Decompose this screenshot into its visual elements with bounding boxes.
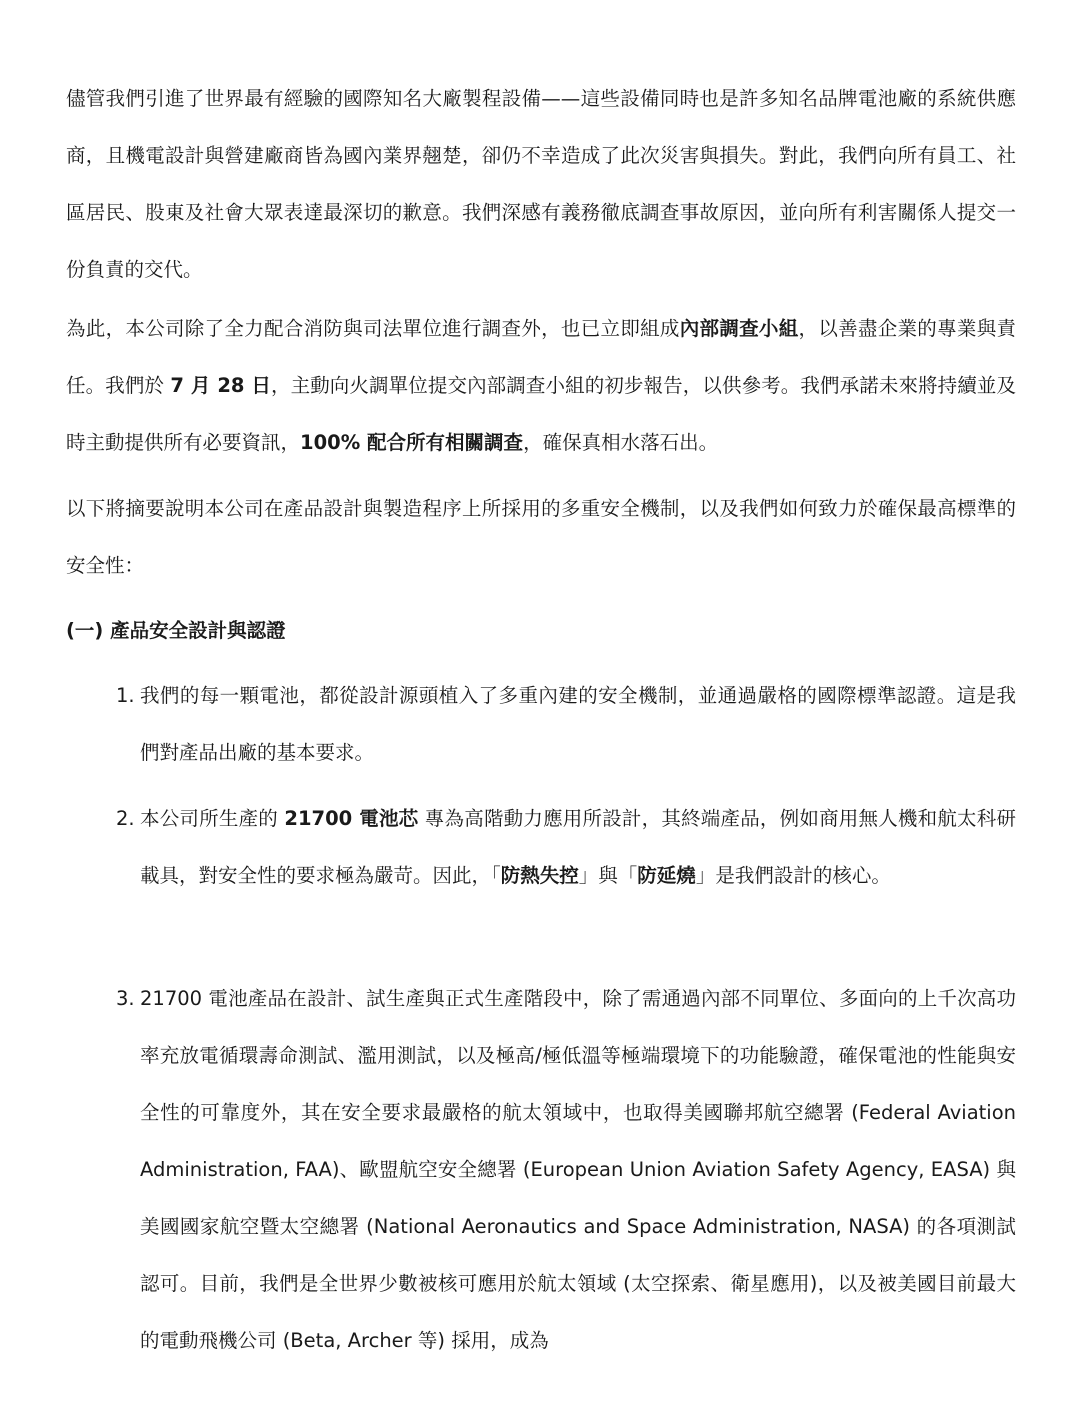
item2-text-g: 」是我們設計的核心。: [695, 864, 891, 887]
section-heading: (一) 產品安全設計與認證: [66, 619, 286, 642]
list-item-2: [116, 790, 1016, 904]
paragraph-apology-text: 儘管我們引進了世界最有經驗的國際知名大廠製程設備——這些設備同時也是許多知名品牌電池廠的系統供應商，且機電設計與營建廠商皆為國內業界翹楚，卻仍不幸造成了此次災害與損失。對此，我們向所有員工、社區居民、股東及社會大眾表達最深切的歉意。我們深感有義務徹底調查事故原因，並向所有利害關係人提交一份負責的交代。: [66, 87, 1016, 281]
list-number: 1.: [116, 684, 135, 707]
investigation-text-g: ，確保真相水落石出。: [523, 431, 719, 454]
report-date-emphasis: 7 月 28 日: [170, 374, 271, 397]
list-number: 3.: [116, 987, 135, 1010]
full-cooperation-emphasis: 100% 配合所有相關調查: [300, 431, 524, 454]
investigation-text-a: 為此，本公司除了全力配合消防與司法單位進行調查外，也已立即組成: [66, 317, 680, 340]
item2-text-e: 」與「: [578, 864, 638, 887]
thermal-runaway-emphasis: 防熱失控: [500, 864, 579, 887]
fire-spread-emphasis: 防延燒: [637, 864, 696, 887]
list-item-text: 我們的每一顆電池，都從設計源頭植入了多重內建的安全機制，並通過嚴格的國際標準認證。這是我們對產品出廠的基本要求。: [140, 684, 1016, 764]
internal-team-emphasis: 內部調查小組: [679, 317, 799, 340]
investigation-text-e: ，主動向火調單位提交內部調查小組的初步報告，以供參考。我們承諾未來將持續並及時主動提供所有必要資訊，: [66, 374, 1016, 454]
paragraph-investigation: [66, 300, 1016, 471]
list-number: 2.: [116, 807, 135, 830]
item2-text-a: 本公司所生產的: [140, 807, 285, 830]
summary-intro-text: 以下將摘要說明本公司在產品設計與製造程序上所採用的多重安全機制，以及我們如何致力於確保最高標準的安全性：: [66, 497, 1016, 577]
item2-text-c: 專為高階動力應用所設計，其終端產品，例如商用無人機和航太科研載具，對安全性的要求極為嚴苛。因此，「: [140, 807, 1016, 887]
list-item-1: [116, 667, 1016, 781]
list-item-text: 21700 電池產品在設計、試生產與正式生產階段中，除了需通過內部不同單位、多面向的上千次高功率充放電循環壽命測試、濫用測試，以及極高/極低溫等極端環境下的功能驗證，確保電池的性能與安全性的可靠度外，其在安全要求最嚴格的航太領域中，也取得美國聯邦航空總署 (Federal Aviation Administration, FAA)、歐盟航空安全總署 (European Union Aviation Safety Agency, EASA) 與美國國家航空暨太空總署 (National Aeronautics and Space Administration, NASA) 的各項測試認可。目前，我們是全世界少數被核可應用於航太領域 (太空探索、衛星應用)，以及被美國目前最大的電動飛機公司 (Beta, Archer 等) 採用，成為: [140, 987, 1016, 1352]
paragraph-summary-intro: [66, 480, 1016, 594]
list-item-3: [116, 970, 1016, 1369]
investigation-text-c: ，以善盡企業的專業與責任。我們於: [66, 317, 1016, 397]
battery-cell-emphasis: 21700 電池芯: [284, 807, 419, 830]
paragraph-apology: [66, 70, 1016, 298]
list-item-text: [140, 790, 1016, 904]
